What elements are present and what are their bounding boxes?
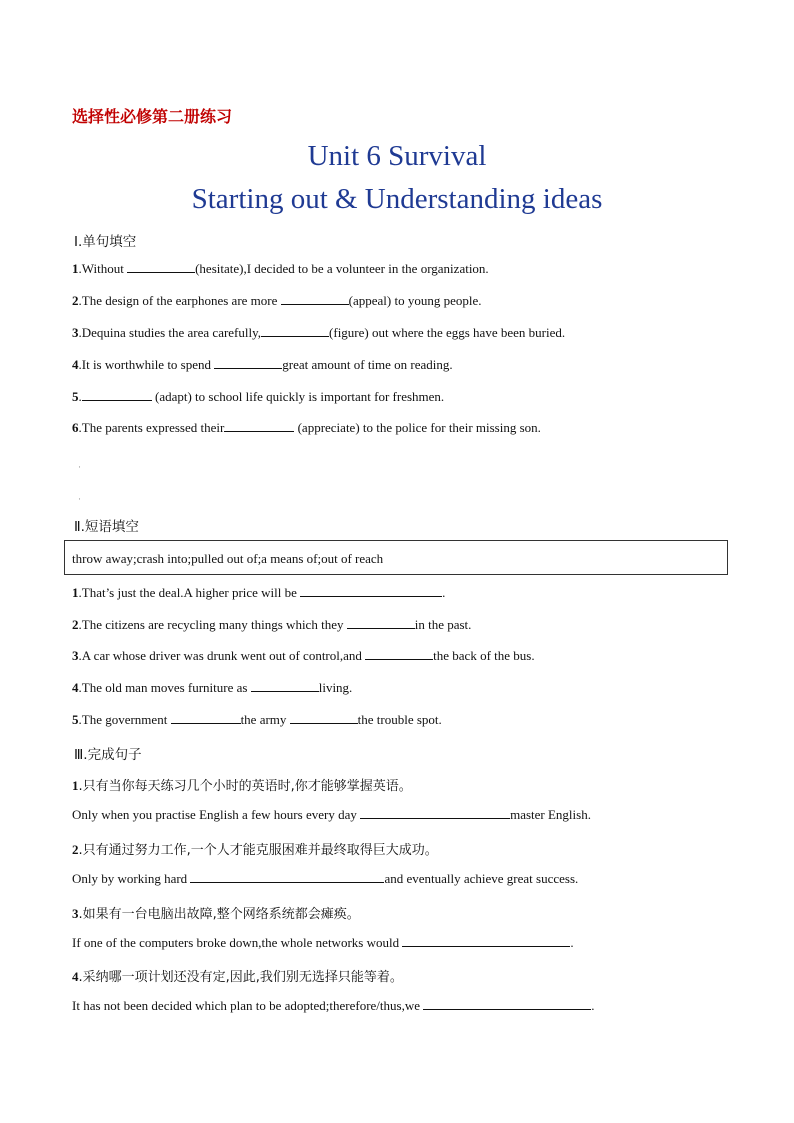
question-row: 6.The parents expressed their (appreciate) to the police for their missing son. — [72, 420, 541, 435]
section-2-heading: Ⅱ.短语填空 — [74, 519, 139, 535]
answer-blank[interactable] — [365, 648, 433, 660]
answer-blank[interactable] — [190, 871, 384, 883]
chinese-prompt: 1.只有当你每天练习几个小时的英语时,你才能够掌握英语。 — [72, 778, 412, 794]
question-row: 5. (adapt) to school life quickly is important for freshmen. — [72, 389, 445, 404]
chinese-prompt: 4.采纳哪一项计划还没有定,因此,我们别无选择只能等着。 — [72, 969, 403, 985]
phrase-box-text: throw away;crash into;pulled out of;a means of;out of reach — [72, 551, 384, 566]
question-row: If one of the computers broke down,the whole networks would . — [72, 935, 574, 950]
answer-blank[interactable] — [171, 712, 241, 724]
answer-blank[interactable] — [423, 998, 591, 1010]
answer-blank[interactable] — [402, 935, 570, 947]
question-row: 3.A car whose driver was drunk went out of control,and the back of the bus. — [72, 648, 535, 663]
lesson-title: Starting out & Understanding ideas — [191, 183, 603, 215]
unit-title: Unit 6 Survival — [307, 140, 487, 172]
question-row: It has not been decided which plan to be adopted;therefore/thus,we . — [72, 998, 595, 1013]
question-row: 4.The old man moves furniture as living. — [72, 680, 353, 695]
answer-blank[interactable] — [300, 585, 442, 597]
question-row: Only by working hard and eventually achieve great success. — [72, 871, 579, 886]
answer-blank[interactable] — [214, 357, 282, 369]
answer-blank[interactable] — [290, 712, 358, 724]
question-row: 2.The citizens are recycling many things which they in the past. — [72, 617, 472, 632]
answer-blank[interactable] — [261, 325, 329, 337]
chinese-prompt: 3.如果有一台电脑出故障,整个网络系统都会瘫痪。 — [72, 906, 360, 922]
paragraph-mark: · — [78, 462, 81, 472]
chinese-prompt: 2.只有通过努力工作,一个人才能克服困难并最终取得巨大成功。 — [72, 842, 438, 858]
answer-blank[interactable] — [347, 617, 415, 629]
question-row: Only when you practise English a few hours every day master English. — [72, 807, 591, 822]
answer-blank[interactable] — [127, 261, 195, 273]
section-3-heading: Ⅲ.完成句子 — [74, 747, 142, 763]
question-row: 3.Dequina studies the area carefully, (figure) out where the eggs have been buried. — [72, 325, 566, 340]
question-row: 5.The government the army the trouble spot. — [72, 712, 442, 727]
question-row: 1.That’s just the deal.A higher price will be . — [72, 585, 446, 600]
answer-blank[interactable] — [360, 807, 510, 819]
answer-blank[interactable] — [251, 680, 319, 692]
answer-blank[interactable] — [224, 420, 294, 432]
paragraph-mark: · — [78, 494, 81, 504]
question-row: 4.It is worthwhile to spend great amount of time on reading. — [72, 357, 453, 372]
answer-blank[interactable] — [82, 389, 152, 401]
section-1-heading: Ⅰ.单句填空 — [74, 234, 137, 250]
question-row: 1.Without (hesitate),I decided to be a volunteer in the organization. — [72, 261, 489, 276]
series-label: 选择性必修第二册练习 — [72, 107, 233, 126]
answer-blank[interactable] — [281, 293, 349, 305]
question-row: 2.The design of the earphones are more (appeal) to young people. — [72, 293, 482, 308]
